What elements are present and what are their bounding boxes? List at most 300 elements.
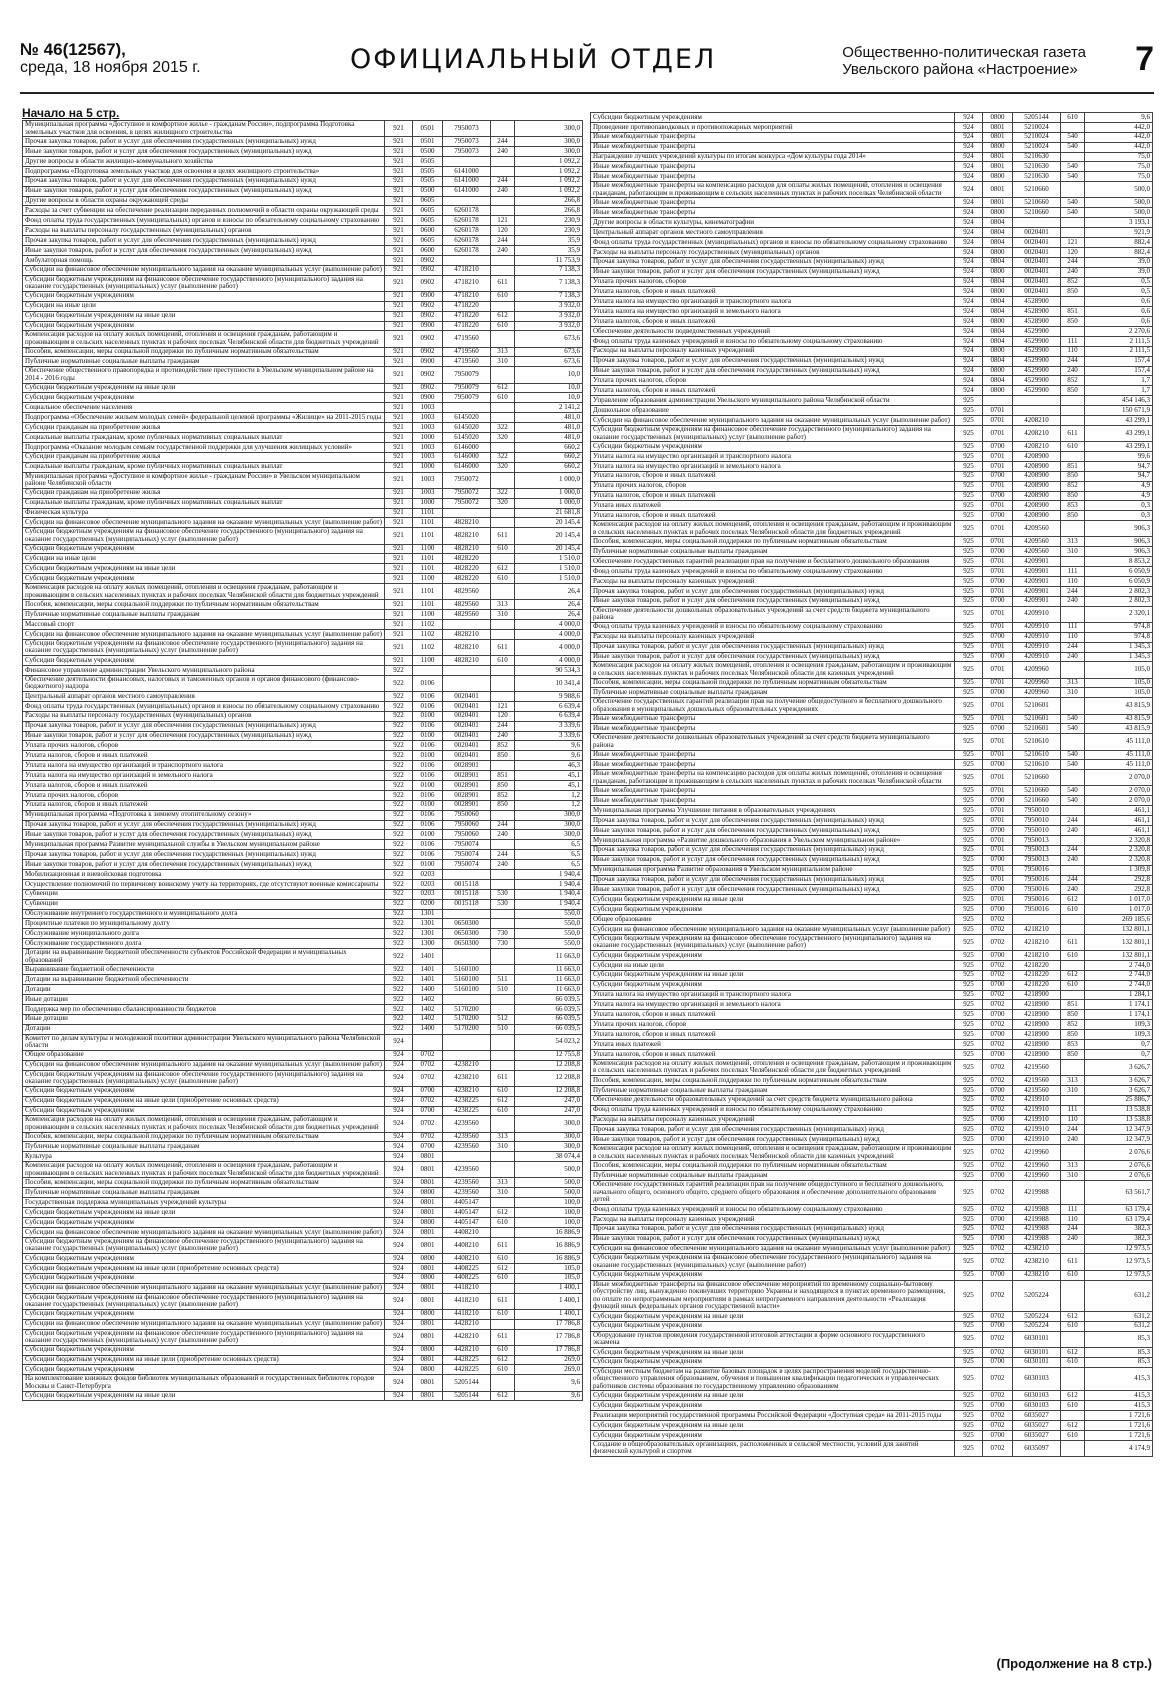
row-admin-code: 922 <box>385 790 413 800</box>
row-name: Уплата налога на имущество организаций и земельного налога <box>591 461 955 471</box>
row-amount: 1 000,0 <box>515 472 583 488</box>
row-amount: 6,5 <box>515 860 583 870</box>
row-admin-code: 921 <box>385 137 413 147</box>
row-admin-code: 925 <box>955 960 983 970</box>
table-row <box>23 1329 583 1345</box>
row-expense-code <box>1061 924 1085 934</box>
row-amount: 63 179,4 <box>1085 1214 1153 1224</box>
row-section-code: 0804 <box>983 356 1013 366</box>
row-section-code: 0702 <box>983 1421 1013 1431</box>
row-amount: 1 940,4 <box>515 879 583 889</box>
table-row <box>591 1171 1153 1181</box>
table-row <box>23 741 583 751</box>
row-expense-code: 313 <box>491 1178 515 1188</box>
row-admin-code: 925 <box>955 1020 983 1030</box>
table-row <box>23 629 583 639</box>
row-section-code: 1301 <box>413 929 443 939</box>
row-expense-code: 244 <box>491 137 515 147</box>
row-section-code: 0701 <box>983 425 1013 441</box>
row-section-code: 0605 <box>413 216 443 226</box>
row-section-code: 0106 <box>413 691 443 701</box>
row-name: Компенсация расходов на оплату жилых помещений, отопления и освещения гражданам, работающим и проживающим в сельских населенных пунктах и рабочих поселках Челябинской области для казенных учреждений <box>591 662 955 678</box>
row-amount: 2 744,0 <box>1085 980 1153 990</box>
row-section-code: 0800 <box>983 113 1013 123</box>
row-expense-code: 244 <box>1061 1224 1085 1234</box>
row-expense-code: 310 <box>1061 1171 1085 1181</box>
row-target-code: 4209960 <box>1013 662 1061 678</box>
row-expense-code: 611 <box>491 528 515 544</box>
table-row <box>23 691 583 701</box>
row-admin-code: 925 <box>955 990 983 1000</box>
row-section-code: 1102 <box>413 629 443 639</box>
row-section-code: 0700 <box>413 1086 443 1096</box>
table-row <box>23 1024 583 1034</box>
table-row <box>23 1004 583 1014</box>
row-section-code: 0700 <box>983 442 1013 452</box>
row-expense-code <box>491 1227 515 1237</box>
row-section-code: 0700 <box>983 652 1013 662</box>
row-amount: 1 092,2 <box>515 166 583 176</box>
table-row <box>23 975 583 985</box>
row-target-code: 4218900 <box>1013 1010 1061 1020</box>
row-section-code: 0500 <box>413 186 443 196</box>
row-name: Субсидии бюджетным учреждениям на финансовое обеспечение государственного (муниципального) задания на оказание государственных (муниципальных) услуг (выполнение работ) <box>23 1329 385 1345</box>
row-section-code: 0801 <box>983 182 1013 198</box>
row-name: Иные межбюджетные трансферты <box>591 198 955 208</box>
table-row <box>23 620 583 630</box>
row-amount: 1,7 <box>1085 376 1153 386</box>
row-expense-code <box>491 1375 515 1391</box>
row-amount: 300,0 <box>515 147 583 157</box>
row-section-code: 0106 <box>413 721 443 731</box>
row-admin-code: 924 <box>955 162 983 172</box>
row-admin-code: 924 <box>955 386 983 396</box>
row-target-code <box>443 1034 491 1050</box>
row-admin-code: 925 <box>955 557 983 567</box>
row-target-code: 4239560 <box>443 1178 491 1188</box>
row-section-code: 0605 <box>413 236 443 246</box>
row-expense-code: 540 <box>1061 714 1085 724</box>
row-admin-code: 925 <box>955 1270 983 1280</box>
table-row <box>23 949 583 965</box>
table-row <box>23 321 583 331</box>
row-admin-code: 921 <box>385 311 413 321</box>
row-section-code: 0702 <box>983 915 1013 925</box>
row-amount: 13 538,8 <box>1085 1105 1153 1115</box>
row-expense-code: 530 <box>491 889 515 899</box>
row-section-code: 0800 <box>983 208 1013 218</box>
row-expense-code <box>491 301 515 311</box>
table-row <box>591 461 1153 471</box>
row-name: Расходы за счет субвенции на обеспечение реализации переданных полномочий в области охраны окружающей среды <box>23 206 385 216</box>
row-target-code: 4209901 <box>1013 586 1061 596</box>
row-section-code: 0700 <box>983 760 1013 770</box>
row-amount: 1 092,2 <box>515 186 583 196</box>
row-target-code: 4529900 <box>1013 356 1061 366</box>
row-target-code: 4405147 <box>443 1198 491 1208</box>
row-amount: 481,0 <box>515 433 583 443</box>
row-section-code: 1301 <box>413 909 443 919</box>
row-admin-code: 925 <box>955 442 983 452</box>
row-admin-code: 921 <box>385 226 413 236</box>
table-row <box>23 584 583 600</box>
row-target-code: 4239560 <box>443 1142 491 1152</box>
table-row <box>591 934 1153 950</box>
row-expense-code: 611 <box>491 1293 515 1309</box>
row-section-code: 1402 <box>413 1014 443 1024</box>
row-admin-code: 925 <box>955 951 983 961</box>
row-admin-code: 922 <box>385 771 413 781</box>
row-target-code: 4238210 <box>443 1086 491 1096</box>
row-amount: 1,7 <box>1085 386 1153 396</box>
row-amount: 12 208,8 <box>515 1060 583 1070</box>
table-row <box>23 1096 583 1106</box>
row-admin-code: 924 <box>385 1237 413 1253</box>
row-admin-code: 921 <box>385 472 413 488</box>
row-name: Прочая закупка товаров, работ и услуг для обеспечения государственных (муниципальных) нужд <box>591 642 955 652</box>
row-expense-code: 512 <box>491 1014 515 1024</box>
row-amount: 6 050,9 <box>1085 576 1153 586</box>
row-expense-code: 310 <box>491 610 515 620</box>
budget-table-left-body <box>23 121 583 1401</box>
row-section-code: 0700 <box>983 1135 1013 1145</box>
table-row <box>23 965 583 975</box>
table-row <box>591 386 1153 396</box>
row-name: Субсидии бюджетным учреждениям <box>23 291 385 301</box>
row-target-code: 4219560 <box>1013 1059 1061 1075</box>
table-row <box>23 508 583 518</box>
row-amount: 45,1 <box>515 771 583 781</box>
row-section-code: 1300 <box>413 939 443 949</box>
row-section-code: 0702 <box>983 1244 1013 1254</box>
row-expense-code: 612 <box>491 1096 515 1106</box>
row-admin-code: 921 <box>385 584 413 600</box>
row-admin-code: 925 <box>955 1059 983 1075</box>
row-expense-code: 611 <box>491 1237 515 1253</box>
table-row <box>591 714 1153 724</box>
row-section-code: 0701 <box>983 786 1013 796</box>
row-amount: 500,0 <box>1085 198 1153 208</box>
row-amount: 10,0 <box>515 383 583 393</box>
row-target-code: 7950010 <box>1013 826 1061 836</box>
row-admin-code: 925 <box>955 1331 983 1347</box>
row-expense-code: 540 <box>1061 760 1085 770</box>
row-name: Оборудование пунктов проведения государственной итоговой аттестации в форме основного государственного экзамена <box>591 1331 955 1347</box>
row-target-code: 4428225 <box>443 1355 491 1365</box>
row-expense-code: 611 <box>491 1329 515 1345</box>
row-target-code: 4209910 <box>1013 652 1061 662</box>
row-target-code: 7950060 <box>443 830 491 840</box>
row-admin-code: 925 <box>955 1095 983 1105</box>
row-target-code: 0028901 <box>443 761 491 771</box>
row-target-code: 0028901 <box>443 781 491 791</box>
row-expense-code: 850 <box>1061 1010 1085 1020</box>
row-admin-code: 925 <box>955 1181 983 1205</box>
row-section-code: 0700 <box>983 632 1013 642</box>
row-expense-code: 310 <box>1061 688 1085 698</box>
row-amount: 1 092,2 <box>515 176 583 186</box>
row-section-code: 0100 <box>413 781 443 791</box>
row-expense-code <box>491 879 515 889</box>
row-target-code: 4219910 <box>1013 1115 1061 1125</box>
row-admin-code: 925 <box>955 406 983 416</box>
row-section-code: 1101 <box>413 600 443 610</box>
row-admin-code: 921 <box>385 462 413 472</box>
table-row <box>23 675 583 691</box>
row-name: Уплата налогов, сборов и иных платежей <box>591 386 955 396</box>
table-row <box>591 924 1153 934</box>
table-row <box>23 331 583 347</box>
table-row <box>591 596 1153 606</box>
row-target-code: 0020401 <box>1013 267 1061 277</box>
row-amount: 500,0 <box>515 1188 583 1198</box>
row-section-code: 0106 <box>413 771 443 781</box>
row-section-code: 0106 <box>413 675 443 691</box>
row-expense-code: 244 <box>1061 257 1085 267</box>
row-admin-code: 921 <box>385 176 413 186</box>
row-target-code: 4219910 <box>1013 1105 1061 1115</box>
row-amount: 1 345,3 <box>1085 642 1153 652</box>
row-amount: 300,0 <box>515 1142 583 1152</box>
row-section-code: 0801 <box>983 162 1013 172</box>
row-target-code <box>443 196 491 206</box>
row-amount: 3 626,7 <box>1085 1076 1153 1086</box>
row-expense-code <box>1061 1095 1085 1105</box>
row-name: Расходы на выплаты персоналу казенных учреждений <box>591 346 955 356</box>
row-section-code: 0800 <box>983 346 1013 356</box>
row-amount: 550,0 <box>515 939 583 949</box>
row-admin-code: 925 <box>955 826 983 836</box>
row-amount: 1 400,1 <box>515 1293 583 1309</box>
table-row <box>591 416 1153 426</box>
table-row <box>23 610 583 620</box>
row-name: Иные межбюджетные трансферты <box>591 208 955 218</box>
row-section-code: 0701 <box>983 642 1013 652</box>
row-section-code: 0701 <box>983 845 1013 855</box>
row-expense-code: 111 <box>1061 1105 1085 1115</box>
row-amount: 461,1 <box>1085 826 1153 836</box>
row-expense-code: 850 <box>1061 471 1085 481</box>
row-expense-code: 611 <box>491 275 515 291</box>
row-section-code: 1101 <box>413 518 443 528</box>
row-amount: 132 801,1 <box>1085 924 1153 934</box>
row-target-code: 4218220 <box>1013 970 1061 980</box>
row-name: Другие вопросы в области охраны окружающей среды <box>23 196 385 206</box>
row-admin-code: 924 <box>385 1208 413 1218</box>
row-expense-code <box>491 472 515 488</box>
row-admin-code: 925 <box>955 596 983 606</box>
row-name: Уплата налога на имущество организаций и транспортного налога <box>591 451 955 461</box>
row-expense-code: 240 <box>1061 885 1085 895</box>
row-amount: 9 988,6 <box>515 691 583 701</box>
row-amount: 9,6 <box>1085 113 1153 123</box>
row-section-code: 1400 <box>413 1024 443 1034</box>
table-row <box>23 498 583 508</box>
row-expense-code: 310 <box>491 357 515 367</box>
row-expense-code: 610 <box>1061 1270 1085 1280</box>
table-row <box>591 1000 1153 1010</box>
row-target-code: 0015118 <box>443 889 491 899</box>
table-row <box>23 939 583 949</box>
row-name: Субсидии бюджетным учреждениям на иные цели <box>591 895 955 905</box>
row-target-code <box>443 675 491 691</box>
row-target-code: 7950010 <box>1013 816 1061 826</box>
row-amount: 12 755,8 <box>515 1050 583 1060</box>
row-name: Иные межбюджетные трансферты <box>591 714 955 724</box>
row-target-code: 5160100 <box>443 975 491 985</box>
row-section-code: 0700 <box>983 1115 1013 1125</box>
row-amount: 2 802,3 <box>1085 596 1153 606</box>
row-name: Уплата налогов, сборов и иных платежей <box>591 491 955 501</box>
row-section-code: 0804 <box>983 327 1013 337</box>
row-section-code: 0700 <box>983 1321 1013 1331</box>
table-row <box>591 951 1153 961</box>
row-target-code: 4718210 <box>443 291 491 301</box>
row-amount: 6,5 <box>515 850 583 860</box>
table-row <box>591 622 1153 632</box>
row-name: Иные межбюджетные трансферты <box>591 796 955 806</box>
table-row <box>591 336 1153 346</box>
row-name: Субсидии бюджетным учреждениям <box>591 905 955 915</box>
row-name: Субсидии бюджетным учреждениям <box>23 1345 385 1355</box>
table-row <box>23 1253 583 1263</box>
table-row <box>591 327 1153 337</box>
row-admin-code: 922 <box>385 1004 413 1014</box>
table-row <box>591 1125 1153 1135</box>
row-name: Социальное обеспечение населения <box>23 403 385 413</box>
row-target-code: 4208900 <box>1013 471 1061 481</box>
row-target-code: 4219910 <box>1013 1125 1061 1135</box>
table-row <box>23 1345 583 1355</box>
table-row <box>23 301 583 311</box>
table-row <box>23 1132 583 1142</box>
row-amount: 550,0 <box>515 919 583 929</box>
row-expense-code: 610 <box>491 1309 515 1319</box>
row-name: Компенсация расходов на оплату жилых помещений, отопления и освещения гражданам, работающим и проживающим в сельских населенных пунктах и рабочих поселках Челябинской области для бюджетных учреждений <box>23 1162 385 1178</box>
row-name: Обслуживание государственного долга <box>23 939 385 949</box>
row-expense-code: 850 <box>491 781 515 791</box>
row-expense-code <box>1061 662 1085 678</box>
row-expense-code <box>1061 228 1085 238</box>
table-row <box>591 1049 1153 1059</box>
row-target-code: 4718220 <box>443 311 491 321</box>
row-section-code: 0100 <box>413 711 443 721</box>
table-row <box>23 1263 583 1273</box>
table-row <box>591 1010 1153 1020</box>
table-row <box>23 665 583 675</box>
row-section-code: 0702 <box>983 990 1013 1000</box>
row-section-code: 0100 <box>413 731 443 741</box>
row-section-code: 0702 <box>983 1105 1013 1115</box>
row-target-code: 6141000 <box>443 186 491 196</box>
row-section-code: 0801 <box>983 122 1013 132</box>
row-amount: 1 092,2 <box>515 156 583 166</box>
row-admin-code: 924 <box>955 142 983 152</box>
row-expense-code <box>491 442 515 452</box>
row-expense-code: 121 <box>491 216 515 226</box>
row-admin-code: 925 <box>955 491 983 501</box>
table-row <box>23 1293 583 1309</box>
row-amount: 3 932,0 <box>515 301 583 311</box>
row-target-code: 4239560 <box>443 1116 491 1132</box>
row-target-code: 4209560 <box>1013 521 1061 537</box>
row-target-code <box>443 620 491 630</box>
row-name: Субсидии местным бюджетам на развитие базовых площадок в целях распространения моделей государственно-общественного управления образованием, обучения и повышения квалификации педагогических и управленческих работников системы образования по государственному управлению образованием <box>591 1367 955 1391</box>
table-row <box>591 376 1153 386</box>
row-section-code: 0700 <box>983 855 1013 865</box>
row-expense-code: 240 <box>491 860 515 870</box>
row-name: Иные дотации <box>23 1014 385 1024</box>
row-section-code: 0100 <box>413 830 443 840</box>
row-section-code: 0702 <box>983 934 1013 950</box>
row-amount: 66 039,5 <box>515 995 583 1005</box>
row-admin-code: 922 <box>385 781 413 791</box>
table-row <box>23 985 583 995</box>
row-amount: 2 070,0 <box>1085 770 1153 786</box>
row-section-code: 0801 <box>413 1227 443 1237</box>
row-section-code: 0701 <box>983 606 1013 622</box>
row-target-code: 4209560 <box>1013 537 1061 547</box>
row-target-code: 4239560 <box>443 1162 491 1178</box>
table-row <box>23 1152 583 1162</box>
table-row <box>591 905 1153 915</box>
row-section-code: 0801 <box>413 1329 443 1345</box>
row-target-code <box>1013 915 1061 925</box>
row-admin-code: 922 <box>385 879 413 889</box>
row-target-code: 4218900 <box>1013 1020 1061 1030</box>
row-name: Расходы на выплаты персоналу государственных (муниципальных) органов <box>23 226 385 236</box>
row-amount: 1 510,0 <box>515 564 583 574</box>
row-name: Реализация мероприятий государственной программы Российской Федерации «Доступная среда» на 2011-2015 годы <box>591 1411 955 1421</box>
section-title: ОФИЦИАЛЬНЫЙ ОТДЕЛ <box>350 44 717 75</box>
row-name: Уплата прочих налогов, сборов <box>23 790 385 800</box>
row-admin-code: 921 <box>385 383 413 393</box>
row-name: Иные закупки товаров, работ и услуг для обеспечения государственных (муниципальных) нужд <box>23 245 385 255</box>
row-section-code: 0702 <box>983 1254 1013 1270</box>
row-name: Дотации на выравнивание бюджетной обеспеченности <box>23 975 385 985</box>
row-name: Уплата налога на имущество организаций и транспортного налога <box>591 297 955 307</box>
table-row <box>591 237 1153 247</box>
table-row <box>591 688 1153 698</box>
row-target-code: 4418210 <box>443 1309 491 1319</box>
row-section-code: 0701 <box>983 406 1013 416</box>
table-row <box>591 1030 1153 1040</box>
row-section-code: 0702 <box>983 1145 1013 1161</box>
table-row <box>23 236 583 246</box>
table-row <box>591 172 1153 182</box>
table-row <box>23 403 583 413</box>
row-section-code: 0700 <box>983 951 1013 961</box>
table-row <box>591 1411 1153 1421</box>
row-amount: 21 681,8 <box>515 508 583 518</box>
row-target-code: 4209960 <box>1013 678 1061 688</box>
row-expense-code <box>1061 698 1085 714</box>
row-name: Прочая закупка товаров, работ и услуг для обеспечения государственных (муниципальных) нужд <box>23 721 385 731</box>
row-admin-code: 924 <box>385 1060 413 1070</box>
table-row <box>591 425 1153 441</box>
table-row <box>591 442 1153 452</box>
row-name: Муниципальная программа Развитие образования в Увельском муниципальном районе <box>591 865 955 875</box>
row-amount: 3 193,1 <box>1085 218 1153 228</box>
row-expense-code: 244 <box>1061 816 1085 826</box>
row-target-code: 4428210 <box>443 1345 491 1355</box>
row-target-code: 4219988 <box>1013 1214 1061 1224</box>
row-name: Иные межбюджетные трансферты на компенсацию расходов для оплаты жилых помещений, отопления и освещения гражданам, работающим и проживающим в сельских населенных пунктах и рабочих поселках Челябинской области <box>591 182 955 198</box>
table-row <box>23 462 583 472</box>
row-name: Субсидии бюджетным учреждениям на финансовое обеспечение государственного (муниципального) задания на оказание государственных (муниципальных) услуг (выполнение работ) <box>591 1254 955 1270</box>
row-amount: 38 074,4 <box>515 1152 583 1162</box>
row-admin-code: 922 <box>385 985 413 995</box>
